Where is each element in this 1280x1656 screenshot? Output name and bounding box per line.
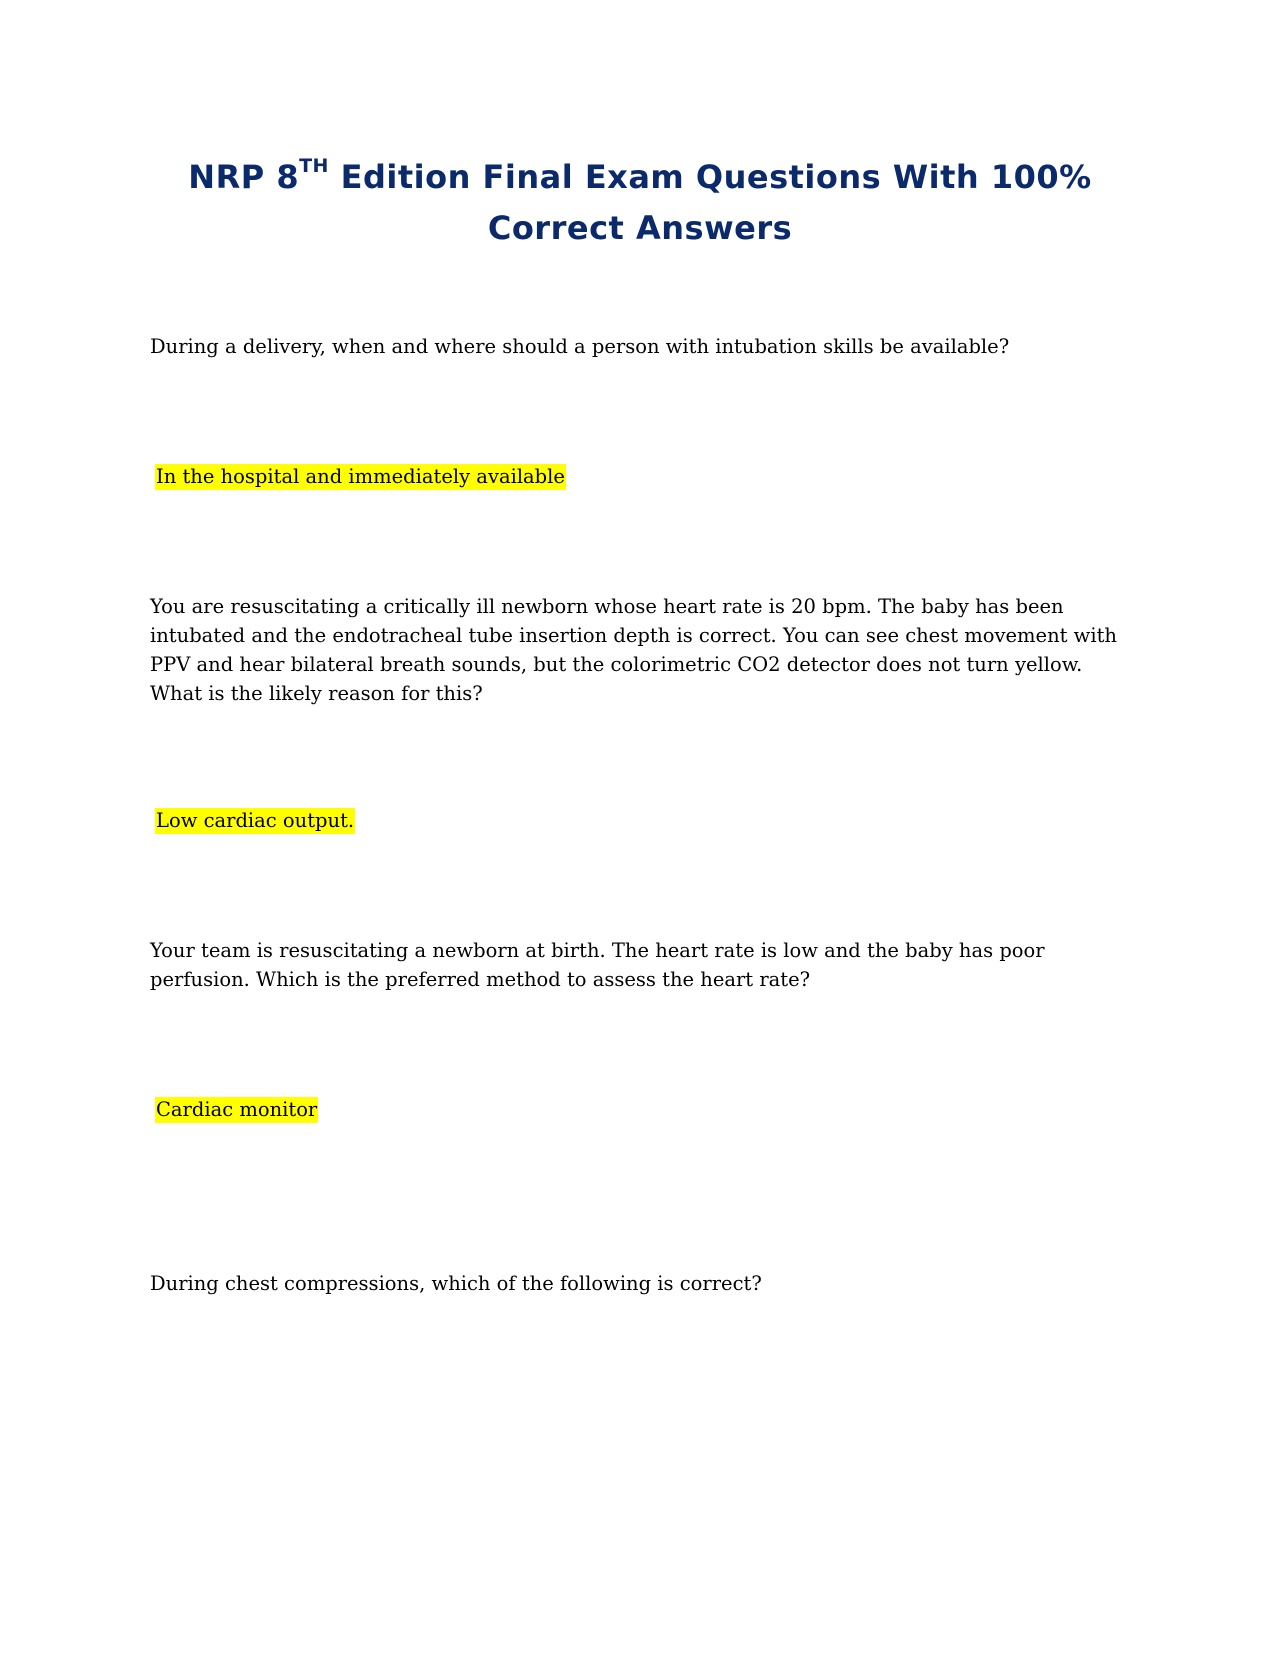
answer-3 (155, 1095, 318, 1124)
answer-2 (155, 806, 355, 835)
question-2: You are resuscitating a critically ill newborn whose heart rate is 20 bpm. The baby has been intubated and the endotracheal tube insertion depth is correct. You can see chest movement with PPV and hear bilateral breath sounds, but the colorimetric CO2 detector does not turn yellow. What is the likely reason for this? (150, 595, 1117, 705)
answer-3-highlight: Cardiac monitor (156, 1098, 318, 1121)
title-rest: Edition Final Exam Questions With 100% Correct Answers (328, 158, 1092, 247)
title-superscript: TH (299, 155, 329, 177)
answer-1 (155, 462, 566, 491)
question-1: During a delivery, when and where should a person with intubation skills be available? (150, 335, 1010, 358)
question-4: During chest compressions, which of the following is correct? (150, 1272, 762, 1295)
answer-2-highlight: Low cardiac output. (156, 809, 355, 832)
title-prefix: NRP 8 (188, 158, 300, 196)
question-3: Your team is resuscitating a newborn at birth. The heart rate is low and the baby has poor perfusion. Which is the preferred method to assess the heart rate? (150, 939, 1045, 991)
page-title (150, 152, 1130, 254)
answer-1-highlight: In the hospital and immediately available (156, 465, 565, 488)
